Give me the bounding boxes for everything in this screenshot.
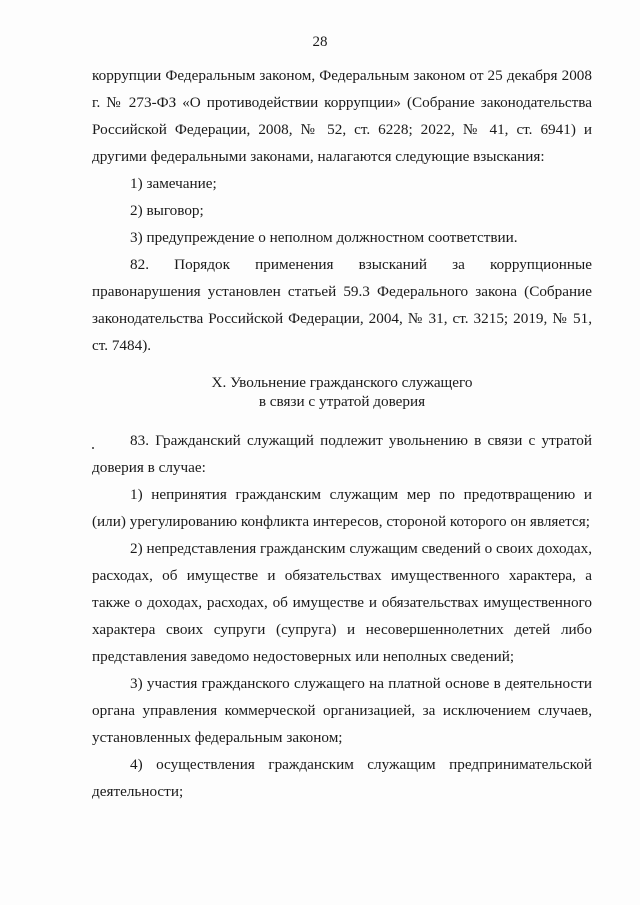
paragraph-penalties-intro: коррупции Федеральным законом, Федеральным законом от 25 декабря 2008 г. № 273-ФЗ «О противодействии коррупции» (Собрание законодательства Российской Федерации, 2008, № 52, ст. 6228; 2022, № 41, ст. 6941) и другими федеральными законами, налагаются следующие взыскания: <box>92 67 592 165</box>
list-item-business-activity: 4) осуществления гражданским служащим предпринимательской деятельности; <box>92 756 592 800</box>
paragraph-82: 82. Порядок применения взысканий за коррупционные правонарушения установлен статьей 59.3 Федерального закона (Собрание законодательства Российской Федерации, 2004, № 31, ст. 3215; 2019, № 51, ст. 7484). <box>92 256 592 354</box>
list-item-conflict-of-interest: 1) непринятия гражданским служащим мер по предотвращению и (или) урегулированию конфликта интересов, стороной которого он является; <box>92 486 592 530</box>
document-body <box>92 62 592 805</box>
page-number: 28 <box>312 34 328 50</box>
list-item-reprimand: 2) выговор; <box>130 202 204 219</box>
list-item-paid-management: 3) участия гражданского служащего на платной основе в деятельности органа управления коммерческой организацией, за исключением случаев, установленных федеральным законом; <box>92 675 592 746</box>
section-heading-line2: в связи с утратой доверия <box>258 393 426 410</box>
list-item-remark: 1) замечание; <box>130 175 217 192</box>
paragraph-83: 83. Гражданский служащий подлежит увольнению в связи с утратой доверия в случае: <box>92 432 592 476</box>
section-heading-line1: X. Увольнение гражданского служащего <box>211 374 473 391</box>
scan-dot <box>92 447 94 449</box>
list-item-income-declaration: 2) непредставления гражданским служащим сведений о своих доходах, расходах, об имуществе и обязательствах имущественного характера, а также о доходах, расходах, об имуществе и обязательствах имущественного характера своих супруги (супруга) и несовершеннолетних детей либо представления заведомо недостоверных или неполных сведений; <box>92 540 592 665</box>
section-heading <box>92 373 592 411</box>
list-item-warning: 3) предупреждение о неполном должностном соответствии. <box>130 229 518 246</box>
